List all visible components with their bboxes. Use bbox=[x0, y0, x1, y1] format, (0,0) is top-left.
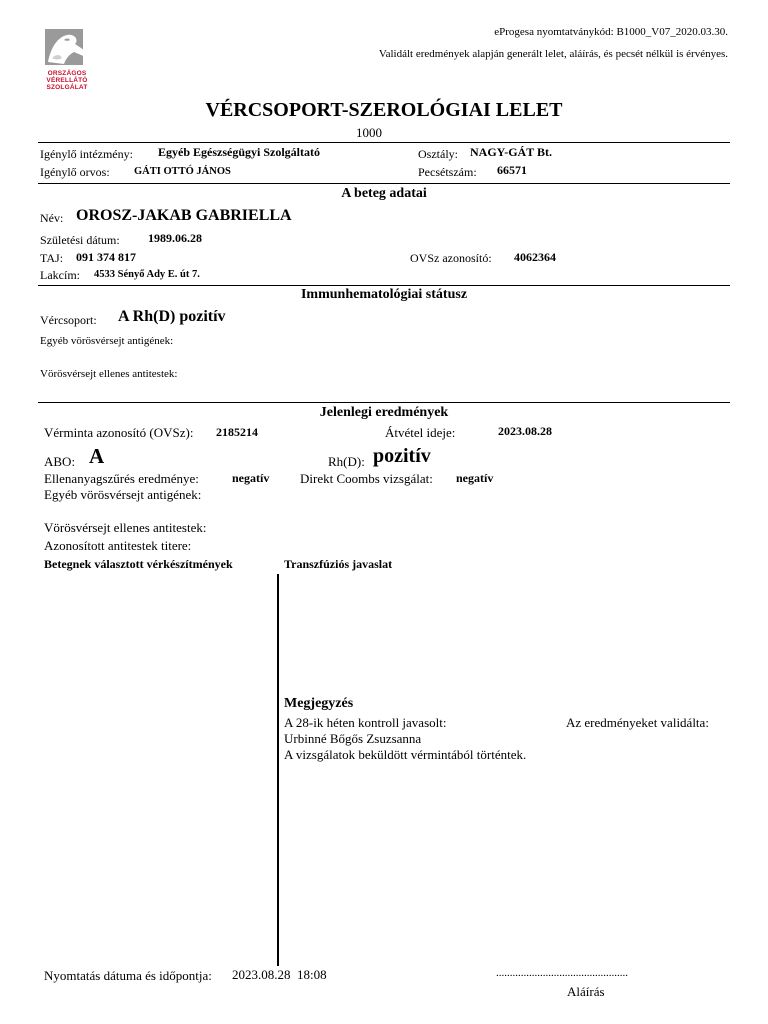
department-value: NAGY-GÁT Bt. bbox=[470, 145, 553, 159]
doctor-label: Igénylő orvos: bbox=[40, 165, 110, 179]
coombs-label: Direkt Coombs vizsgálat: bbox=[300, 471, 433, 486]
notes-line-2: Urbinné Bőgős Zsuzsanna bbox=[284, 731, 422, 746]
validity-note: Validált eredmények alapján generált lelet, aláírás, és pecsét nélkül is érvényes. bbox=[378, 48, 728, 60]
bloodtype-value: A Rh(D) pozitív bbox=[118, 308, 226, 325]
dob-label: Születési dátum: bbox=[40, 233, 120, 247]
rhd-value: pozitív bbox=[373, 445, 431, 467]
rhd-label: Rh(D): bbox=[328, 454, 365, 469]
notes-title: Megjegyzés bbox=[284, 696, 354, 711]
page-title: VÉRCSOPORT-SZEROLÓGIAI LELET bbox=[205, 99, 563, 121]
sample-value: 2185214 bbox=[216, 425, 258, 439]
divider bbox=[38, 142, 730, 143]
received-label: Átvétel ideje: bbox=[385, 425, 456, 440]
abo-value: A bbox=[89, 444, 105, 468]
department-label: Osztály: bbox=[418, 147, 458, 161]
screening-value: negatív bbox=[232, 471, 270, 485]
notes-line-3: A vizsgálatok beküldött vérmintából történtek. bbox=[284, 747, 527, 762]
bloodtype-label: Vércsoport: bbox=[40, 313, 97, 327]
logo-line-1: ORSZÁGOS bbox=[47, 70, 87, 77]
form-code: eProgesa nyomtatványkód: B1000_V07_2020.03.30. bbox=[494, 26, 728, 38]
institution-label: Igénylő intézmény: bbox=[40, 147, 133, 161]
transfusion-title: Transzfúziós javaslat bbox=[284, 557, 393, 571]
divider bbox=[38, 183, 730, 184]
logo-line-2: VÉRELLÁTÓ bbox=[46, 77, 88, 84]
products-title: Betegnek választott vérkészítmények bbox=[44, 557, 233, 571]
print-date-label: Nyomtatás dátuma és időpontja: bbox=[44, 968, 212, 983]
titer-label: Azonosított antitestek titere: bbox=[44, 538, 192, 553]
taj-label: TAJ: bbox=[40, 251, 64, 265]
divider bbox=[38, 285, 730, 286]
stamp-label: Pecsétszám: bbox=[418, 165, 477, 179]
doctor-value: GÁTI OTTÓ JÁNOS bbox=[134, 166, 231, 177]
immuno-other-antigens-label: Egyéb vörösvérsejt antigének: bbox=[40, 335, 174, 347]
immuno-section-title: Immunhematológiai státusz bbox=[300, 287, 468, 302]
signature-label: Aláírás bbox=[567, 984, 605, 999]
current-other-antigens-label: Egyéb vörösvérsejt antigének: bbox=[44, 487, 202, 502]
notes-line-1: A 28-ik héten kontroll javasolt: bbox=[284, 715, 447, 730]
logo-line-3: SZOLGÁLAT bbox=[46, 84, 88, 91]
signature-line: ................................................ bbox=[496, 967, 628, 979]
abo-label: ABO: bbox=[44, 454, 76, 469]
column-divider bbox=[277, 574, 279, 966]
logo-text bbox=[44, 70, 90, 91]
dob-value: 1989.06.28 bbox=[148, 231, 202, 245]
divider bbox=[38, 402, 730, 403]
stamp-value: 66571 bbox=[497, 163, 527, 177]
ovsz-value: 4062364 bbox=[514, 250, 556, 264]
current-antibodies-label: Vörösvérsejt ellenes antitestek: bbox=[44, 520, 207, 535]
validated-by-label: Az eredményeket validálta: bbox=[566, 715, 709, 730]
screening-label: Ellenanyagszűrés eredménye: bbox=[44, 471, 199, 486]
ovsz-label: OVSz azonosító: bbox=[410, 251, 492, 265]
logo bbox=[44, 28, 90, 98]
coombs-value: negatív bbox=[456, 471, 494, 485]
pelican-logo-icon bbox=[44, 28, 90, 70]
name-label: Név: bbox=[40, 211, 64, 225]
patient-name: OROSZ-JAKAB GABRIELLA bbox=[76, 207, 292, 224]
patient-section-title: A beteg adatai bbox=[341, 186, 427, 201]
current-section-title: Jelenlegi eredmények bbox=[319, 405, 449, 420]
taj-value: 091 374 817 bbox=[76, 250, 136, 264]
address-label: Lakcím: bbox=[40, 268, 80, 282]
received-value: 2023.08.28 bbox=[498, 424, 552, 438]
print-date-value: 2023.08.28 18:08 bbox=[232, 967, 327, 982]
sample-label: Vérminta azonosító (OVSz): bbox=[44, 425, 194, 440]
address-value: 4533 Sényő Ady E. út 7. bbox=[94, 269, 200, 280]
page-subtitle: 1000 bbox=[356, 125, 382, 140]
institution-value: Egyéb Egészségügyi Szolgáltató bbox=[158, 145, 320, 159]
immuno-antibodies-label: Vörösvérsejt ellenes antitestek: bbox=[40, 368, 178, 380]
